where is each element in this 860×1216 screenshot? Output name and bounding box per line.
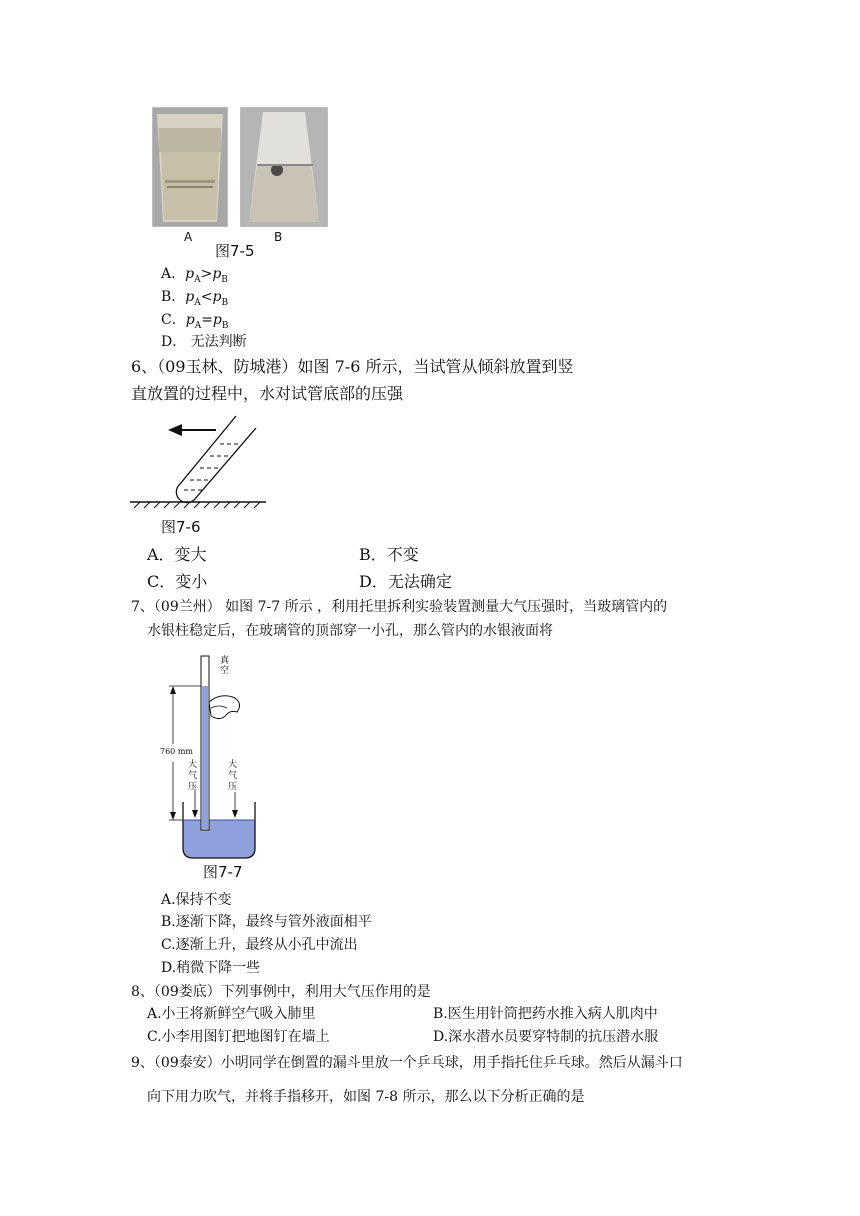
figure-7-7-atm-label-inner: 大气压: [188, 760, 198, 792]
q6-option-c: C．变小: [147, 572, 208, 591]
figure-7-7-caption: 图7-7: [203, 863, 243, 881]
q6-option-b: B．不变: [359, 545, 419, 564]
q8-option-d: D.深水潜水员要穿特制的抗压潜水服: [433, 1029, 659, 1045]
q7-option-b: B.逐渐下降，最终与管外液面相平: [161, 914, 372, 930]
photo-a-label: A: [184, 230, 193, 244]
q5-option-c: C．$p_A=p_B$: [161, 312, 229, 331]
q8-option-c: C.小李用图钉把地图钉在墙上: [147, 1029, 330, 1045]
q9-stem-line2: 向下用力吹气，并将手指移开，如图 7-8 所示，那么以下分析正确的是: [147, 1089, 585, 1105]
figure-7-7-torricelli-apparatus: [155, 652, 265, 862]
q5-option-a: A．$p_A>p_B$: [161, 266, 228, 285]
figure-7-7-atm-label-outer: 大气压: [228, 760, 238, 792]
q8-option-a: A.小王将新鲜空气吸入肺里: [147, 1006, 316, 1022]
q6-stem-line1: 6、（09玉林、防城港）如图 7-6 所示，当试管从倾斜放置到竖: [131, 357, 574, 376]
photo-a: [152, 107, 228, 227]
q6-stem-line2: 直放置的过程中，水对试管底部的压强: [131, 384, 404, 403]
figure-7-5-caption: 图7-5: [215, 242, 255, 260]
q6-option-d: D．无法确定: [359, 572, 452, 591]
q8-stem: 8、（09娄底）下列事例中，利用大气压作用的是: [131, 984, 431, 1000]
q9-stem-line1: 9、（09泰安）小明同学在倒置的漏斗里放一个乒乓球，用手指托住乒乓球。然后从漏斗口: [131, 1055, 683, 1071]
q7-option-c: C.逐渐上升，最终从小孔中流出: [161, 937, 358, 953]
photo-b: [240, 107, 328, 227]
figure-7-6-test-tube: [128, 412, 268, 512]
q7-option-a: A.保持不变: [161, 892, 232, 908]
q7-option-d: D.稍微下降一些: [161, 960, 261, 976]
q7-stem-line1: 7、（09兰州） 如图 7-7 所示 ，利用托里拆利实验装置测量大气压强时，当玻璃管内的: [131, 599, 668, 615]
photo-b-label: B: [274, 230, 283, 244]
figure-7-7-height-label: 760 mm: [160, 747, 193, 756]
q7-stem-line2: 水银柱稳定后，在玻璃管的顶部穿一小孔，那么管内的水银液面将: [147, 623, 553, 639]
q5-option-b: B．$p_A<p_B$: [161, 289, 229, 308]
q6-option-a: A．变大: [147, 545, 207, 564]
q8-option-b: B.医生用针筒把药水推入病人肌肉中: [433, 1006, 658, 1022]
figure-7-6-caption: 图7-6: [161, 518, 201, 536]
figure-7-7-vacuum-label: 真空: [220, 656, 230, 676]
q5-option-d: D． 无法判断: [161, 334, 247, 350]
